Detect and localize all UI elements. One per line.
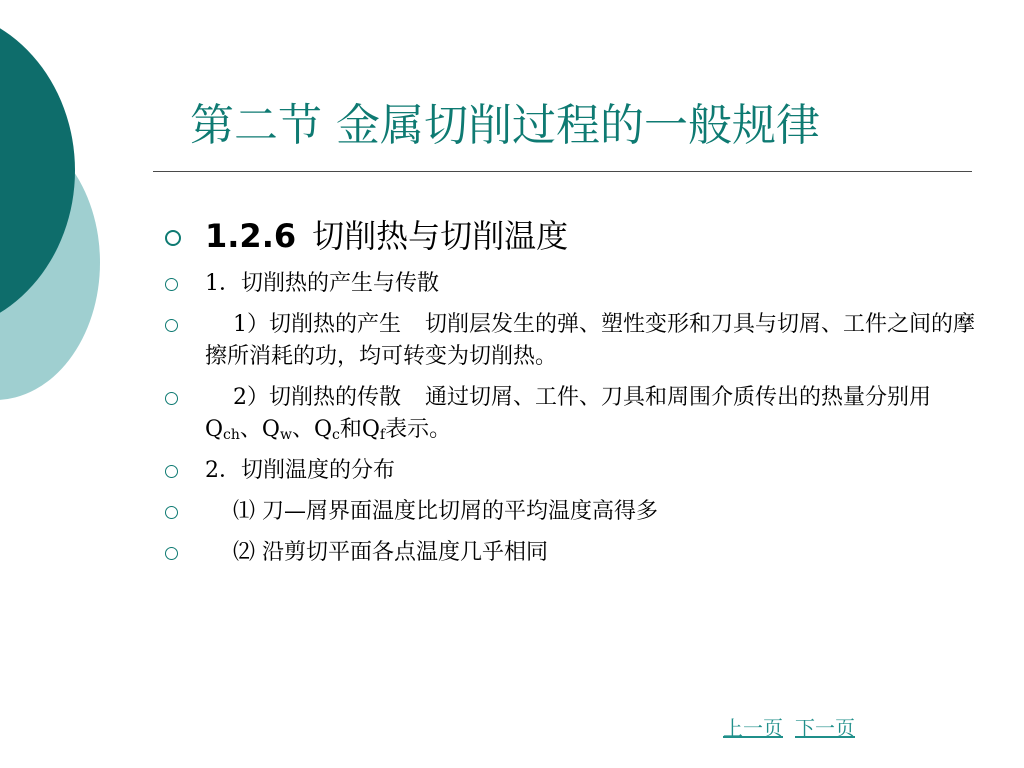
bullet-text: ⑵ 沿剪切平面各点温度几乎相同 xyxy=(233,540,548,565)
bullet-marker-icon xyxy=(165,392,178,405)
slide-navigation xyxy=(723,714,867,742)
section-title: 切削热与切削温度 xyxy=(312,217,569,255)
bullet-text: 2．切削温度的分布 xyxy=(205,458,395,483)
bullet-temperature-distribution xyxy=(165,455,975,487)
bullet-heat-generation-dissipation xyxy=(165,268,975,300)
bullet-marker-icon xyxy=(165,278,178,291)
symbol-q: Q xyxy=(261,417,280,442)
subscript-f: f xyxy=(379,427,386,443)
bullet-shear-plane xyxy=(165,537,975,569)
subscript-ch: ch xyxy=(223,427,240,443)
prev-page-link[interactable]: 上一页 xyxy=(723,716,783,740)
bullet-section-heading xyxy=(165,210,975,262)
bullet-heat-generation xyxy=(165,309,975,373)
symbol-q: Q xyxy=(313,417,333,442)
symbol-q: Q xyxy=(361,417,380,442)
bullet-marker-icon xyxy=(165,319,178,332)
subscript-w: w xyxy=(279,427,292,443)
next-page-link[interactable]: 下一页 xyxy=(795,716,855,740)
bullet-text: 切削层发生的弹、塑性变形和刀具与切屑、工件之间的摩擦所消耗的功，均可转变为切削热。 xyxy=(205,312,976,369)
bullet-label: 2）切削热的传散 xyxy=(233,385,401,410)
bullet-tool-chip-interface xyxy=(165,496,975,528)
bullet-label: 1）切削热的产生 xyxy=(233,312,401,337)
bullet-heat-dissipation xyxy=(165,382,975,446)
separator: 、 xyxy=(291,417,314,442)
subscript-c: c xyxy=(332,427,340,443)
section-number: 1.2.6 xyxy=(205,217,297,255)
separator: 、 xyxy=(239,417,262,442)
bullet-marker-icon xyxy=(165,547,178,560)
bullet-marker-icon xyxy=(165,465,178,478)
bullet-text: ⑴ 刀—屑界面温度比切屑的平均温度高得多 xyxy=(233,499,658,524)
bullet-text: 1．切削热的产生与传散 xyxy=(205,271,439,296)
slide-title: 第二节 金属切削过程的一般规律 xyxy=(190,100,820,151)
bullet-text: 通过切屑、工件、刀具和周围介质传出的热量分别用 xyxy=(425,385,932,410)
bullet-marker-icon xyxy=(165,506,178,519)
bullet-list xyxy=(165,210,975,578)
bullet-tail: 表示。 xyxy=(385,417,452,442)
conjunction: 和 xyxy=(339,417,362,442)
bullet-marker-icon xyxy=(165,230,181,246)
title-divider xyxy=(153,171,972,172)
symbol-q: Q xyxy=(205,417,224,442)
